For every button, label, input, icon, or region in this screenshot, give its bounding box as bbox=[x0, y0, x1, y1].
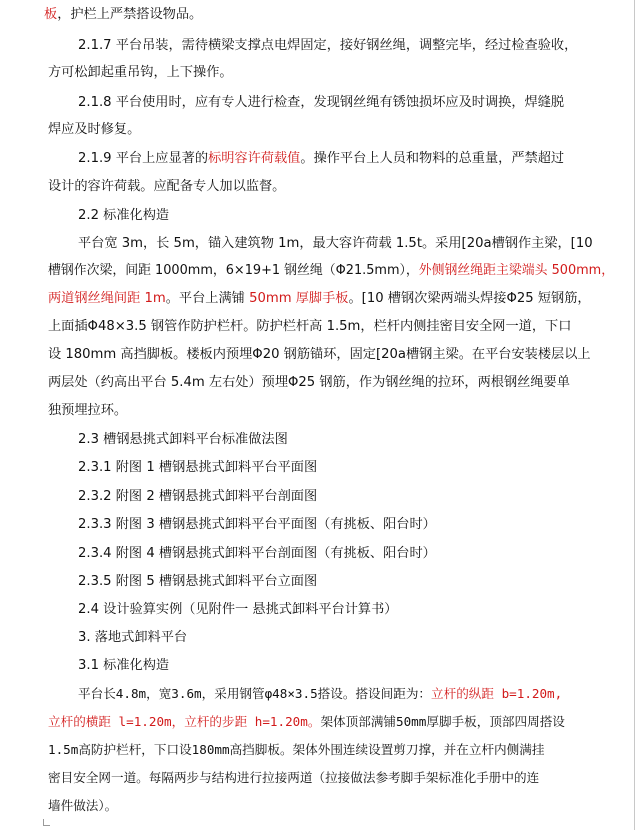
figure-ref-4: 2.3.4 附图 4 槽钢悬挑式卸料平台剖面图（有挑板、阳台时） bbox=[78, 546, 436, 561]
highlight-text: 两道钢丝绳间距 1m bbox=[48, 291, 166, 306]
para-2-1-9-line1 bbox=[78, 150, 564, 168]
body-3-1-line5: 墙件做法）。 bbox=[48, 798, 118, 813]
heading-2-3: 2.3 槽钢悬挑式卸料平台标准做法图 bbox=[78, 432, 288, 447]
para-2-1-8-line2: 焊应及时修复。 bbox=[48, 122, 141, 137]
para-2-1-8-line1: 2.1.8 平台使用时，应有专人进行检查，发现钢丝绳有锈蚀损坏应及时调换，焊缝脱 bbox=[78, 95, 565, 110]
heading-2-4: 2.4 设计验算实例（见附件一 悬挑式卸料平台计算书） bbox=[78, 602, 398, 617]
figure-ref-1: 2.3.1 附图 1 槽钢悬挑式卸料平台平面图 bbox=[78, 460, 318, 475]
text-span: 2.1.9 平台上应显著的 bbox=[78, 151, 209, 166]
body-2-2-line6: 两层处（约高出平台 5.4m 左右处）预埋Φ25 钢筋，作为钢丝绳的拉环，两根钢丝绳要单 bbox=[48, 375, 570, 390]
body-3-1-line3: 1.5m高防护栏杆，下口设180mm高挡脚板。架体外围连续设置剪刀撑，并在立杆内侧满挂 bbox=[48, 742, 545, 757]
highlight-text: 立杆的横距 l=1.20m，立杆的步距 h=1.20m。 bbox=[48, 714, 321, 729]
heading-3-1: 3.1 标准化构造 bbox=[78, 658, 170, 673]
text-span: 。操作平台上人员和物料的总重量，严禁超过 bbox=[300, 151, 565, 166]
body-2-2-line2 bbox=[48, 262, 614, 280]
highlight-text: 板 bbox=[44, 7, 58, 22]
highlight-text: 50mm 厚脚手板 bbox=[249, 291, 349, 306]
heading-2-2: 2.2 标准化构造 bbox=[78, 208, 170, 223]
text-span: 架体顶部满铺50mm厚脚手板，顶部四周搭设 bbox=[320, 714, 565, 729]
para-2-1-9-line2: 设计的容许荷载。应配备专人加以监督。 bbox=[48, 179, 286, 194]
highlight-text: 外侧钢丝绳距主梁端头 500mm， bbox=[418, 263, 615, 278]
heading-3: 3. 落地式卸料平台 bbox=[78, 630, 188, 645]
para-2-1-7-line2: 方可松卸起重吊钩，上下操作。 bbox=[48, 65, 233, 80]
body-3-1-line2 bbox=[48, 713, 565, 731]
text-span: 槽钢作次梁，间距 1000mm，6×19+1 钢丝绳（Φ21.5mm）， bbox=[48, 263, 419, 278]
body-3-1-line4: 密目安全网一道。每隔两步与结构进行拉接两道（拉接做法参考脚手架标准化手册中的连 bbox=[48, 770, 540, 785]
margin-corner-mark bbox=[43, 819, 50, 826]
figure-ref-5: 2.3.5 附图 5 槽钢悬挑式卸料平台立面图 bbox=[78, 574, 318, 589]
body-3-1-line1 bbox=[78, 685, 562, 703]
body-2-2-line1: 平台宽 3m，长 5m，锚入建筑物 1m，最大容许荷载 1.5t。采用[20a槽钢作主梁，[10 bbox=[78, 236, 593, 251]
body-2-2-line3 bbox=[48, 290, 591, 308]
figure-ref-3: 2.3.3 附图 3 槽钢悬挑式卸料平台平面图（有挑板、阳台时） bbox=[78, 517, 436, 532]
body-2-2-line4: 上面插Φ48×3.5 钢管作防护栏杆。防护栏杆高 1.5m，栏杆内侧挂密目安全网一道，下口 bbox=[48, 319, 572, 334]
text-span: ，护栏上严禁搭设物品。 bbox=[57, 7, 203, 22]
text-line bbox=[44, 6, 202, 24]
body-2-2-line5: 设 180mm 高挡脚板。楼板内预埋Φ20 钢筋锚环，固定[20a槽钢主梁。在平台安装楼层以上 bbox=[48, 347, 591, 362]
body-2-2-line7: 独预埋拉环。 bbox=[48, 403, 128, 418]
figure-ref-2: 2.3.2 附图 2 槽钢悬挑式卸料平台剖面图 bbox=[78, 489, 318, 504]
page-right-border bbox=[634, 0, 635, 830]
text-span: 。平台上满铺 bbox=[165, 291, 250, 306]
text-span: 平台长4.8m，宽3.6m，采用钢管φ48×3.5搭设。搭设间距为： bbox=[78, 686, 432, 701]
text-span: 。[10 槽钢次梁两端头焊接Φ25 短钢筋， bbox=[348, 291, 591, 306]
para-2-1-7-line1: 2.1.7 平台吊装，需待横梁支撑点电焊固定，接好钢丝绳，调整完毕，经过检查验收， bbox=[78, 38, 578, 53]
highlight-text: 立杆的纵距 b=1.20m, bbox=[431, 686, 563, 701]
highlight-text: 标明容许荷载值 bbox=[208, 151, 301, 166]
